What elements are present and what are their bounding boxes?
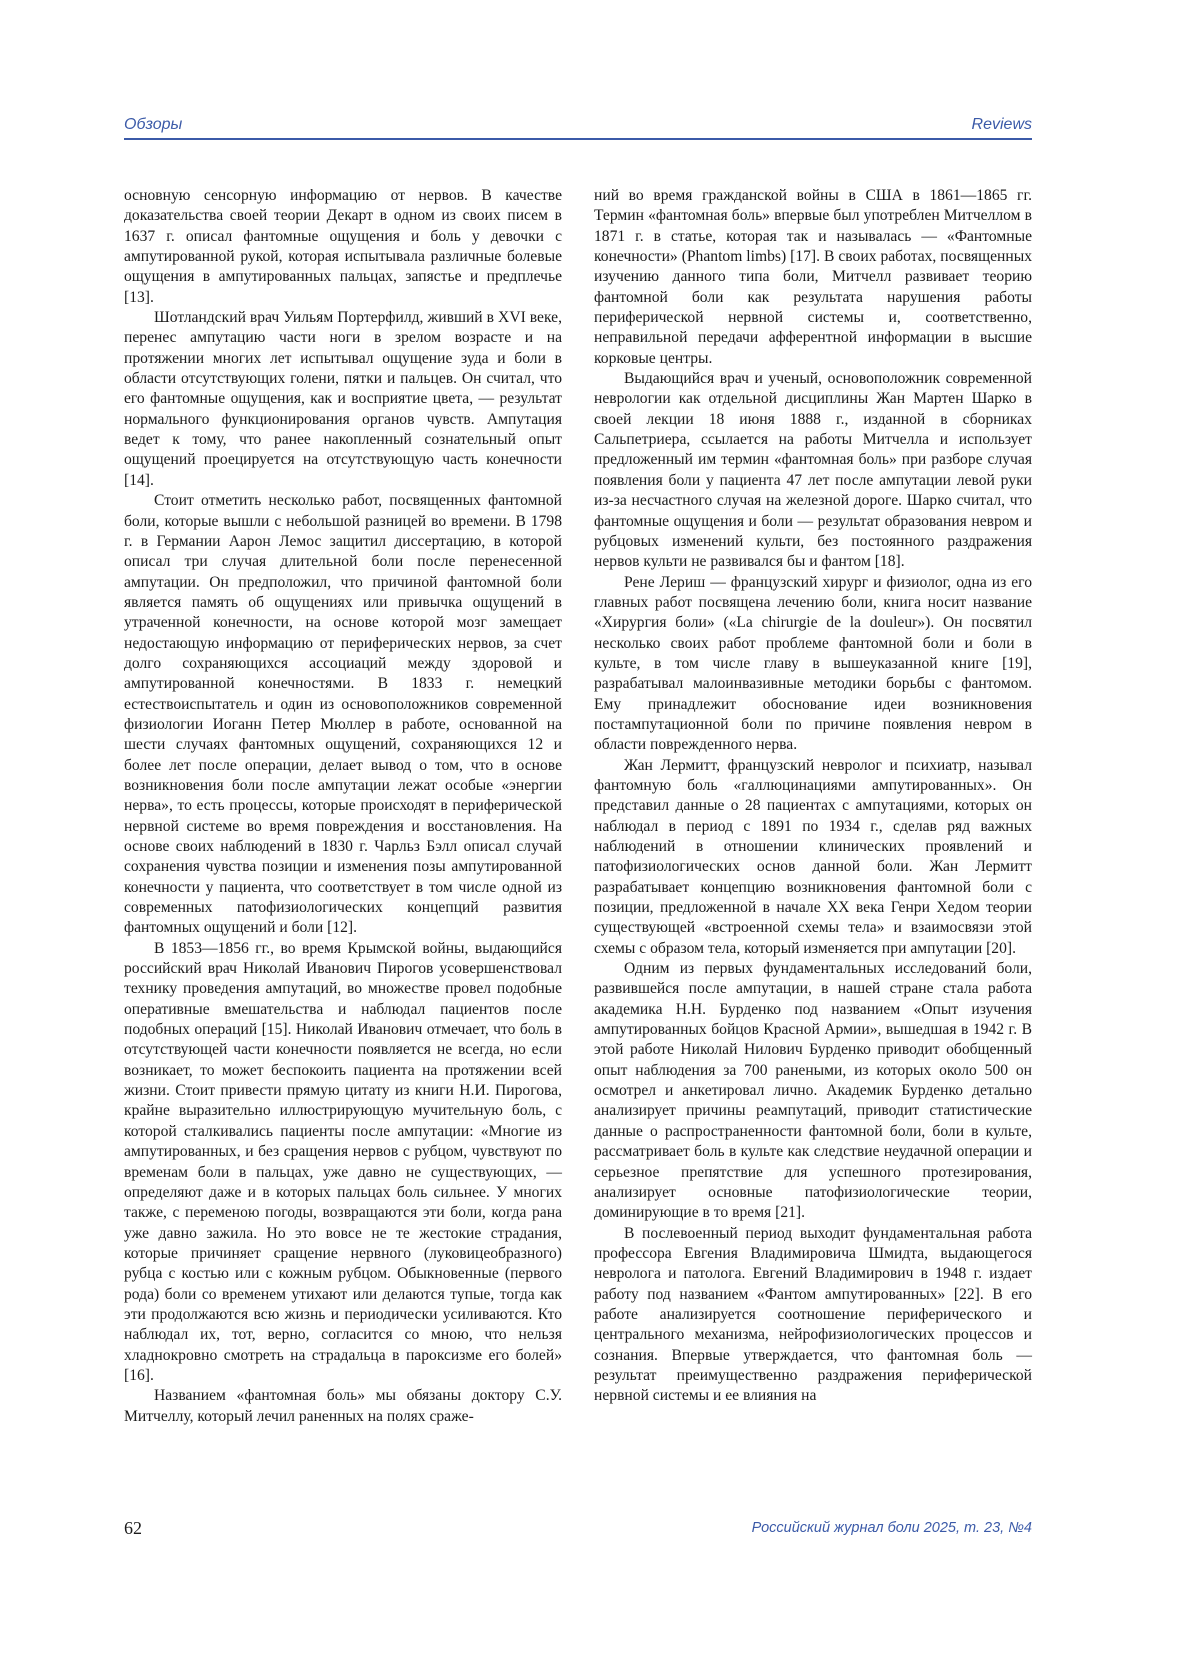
section-label-ru: Обзоры: [124, 116, 183, 133]
paragraph: Названием «фантомная боль» мы обязаны доктору С.У. Митчеллу, который лечил раненных на полях сраже-: [124, 1387, 562, 1425]
paragraph: Шотландский врач Уильям Портерфилд, живший в XVI веке, перенес ампутацию части ноги в зрелом возрасте и на протяжении многих лет испытывал ощущение зуда и боли в области отсутствующих голени, пятки и пальцев. Он считал, что его фантомные ощущения, как и восприятие цвета, — результат нормального функционирования органов чувств. Ампутация ведет к тому, что ранее накопленный сознательный опыт ощущений проецируется на отсутствующую часть конечности [14].: [124, 309, 562, 489]
paragraph: Стоит отметить несколько работ, посвященных фантомной боли, которые вышли с небольшой разницей во времени. В 1798 г. в Германии Аарон Лемос защитил диссертацию, в которой описал три случая длительной боли после перенесенной ампутации. Он предположил, что причиной фантомной боли является память об ощущениях или привычка ощущений в утраченной конечности, на основе которой мозг замещает недостающую информацию от периферических нервов, за счет долго сохраняющихся ассоциаций между здоровой и ампутированной конечностями. В 1833 г. немецкий естествоиспытатель и один из основоположников современной физиологии Иоганн Петер Мюллер в работе, основанной на шести случаях фантомных ощущений, сохраняющихся 12 и более лет после операции, делает вывод о том, что в основе возникновения боли после ампутации лежат особые «энергии нерва», то есть процессы, которые происходят в периферической нервной системе во время повреждения и восстановления. На основе своих наблюдений в 1830 г. Чарльз Бэлл описал случай сохранения чувства позиции и изменения позы ампутированной конечности у пациента, что соответствует в том числе одной из современных патофизиологических концепций развития фантомных ощущений и боли [12].: [124, 492, 562, 937]
paragraph: Рене Лериш — французский хирург и физиолог, одна из его главных работ посвящена лечению боли, книга носит название «Хирургия боли» («La chirurgie de la douleur»). Он посвятил несколько своих работ проблеме фантомной боли и боли в культе, в том числе главу в вышеуказанной книге [19], разрабатывал малоинвазивные методики борьбы с фантомом. Ему принадлежит обоснование идеи возникновения постампутационной боли по причине появления невром в области поврежденного нерва.: [594, 573, 1032, 754]
paragraph: Жан Лермитт, французский невролог и психиатр, называл фантомную боль «галлюцинациями ампутированных». Он представил данные о 28 пациентах с ампутациями, которых он наблюдал в период с 1891 по 1934 г., сделав ряд важных наблюдений в отношении клинических проявлений и патофизиологических основ данной боли. Жан Лермитт разрабатывает концепцию возникновения фантомной боли с позиции, предложенной в начале XX века Генри Хедом теории существующей «встроенной схемы тела» и взаимосвязи этой схемы с образом тела, который изменяется при ампутации [20].: [594, 756, 1032, 957]
header-divider: [124, 138, 1032, 140]
paragraph: В послевоенный период выходит фундаментальная работа профессора Евгения Владимировича Шмидта, выдающегося невролога и патолога. Евгений Владимирович в 1948 г. издает работу под названием «Фантом ампутированных» [22]. В его работе анализируется соотношение периферического и центрального механизма, нейрофизиологических процессов и сознания. Впервые утверждается, что фантомная боль — результат преимущественно раздражения периферической нервной системы и ее влияния на: [594, 1224, 1032, 1405]
left-text-column: [124, 186, 562, 1427]
page-number: 62: [124, 1518, 142, 1538]
paragraph: ний во время гражданской войны в США в 1861—1865 гг. Термин «фантомная боль» впервые был употреблен Митчеллом в 1871 г. в статье, которая так и называлась — «Фантомные конечности» (Phantom limbs) [17]. В своих работах, посвященных изучению данного типа боли, Митчелл развивает теорию фантомной боли как результата нарушения работы периферической нервной системы и, соответственно, неправильной передачи афферентной информации в высшие корковые центры.: [594, 187, 1032, 367]
paragraph: В 1853—1856 гг., во время Крымской войны, выдающийся российский врач Николай Иванович Пирогов усовершенствовал технику проведения ампутаций, во множестве провел подобные оперативные вмешательства и наблюдал пациентов после подобных операций [15]. Николай Иванович отмечает, что боль в отсутствующей части конечности появляется не всегда, но если возникает, то может беспокоить пациента на протяжении всей жизни. Стоит привести прямую цитату из книги Н.И. Пирогова, крайне выразительно иллюстрирующую мучительную боль, с которой сталкивались пациенты после ампутации: «Многие из ампутированных, и без сращения нервов с рубцом, чувствуют по временам боли в пальцах, уже давно не существующих, — определяют даже и в которых пальцах боль сильнее. У многих также, с переменою погоды, возвращаются эти боли, когда рана уже давно зажила. Но это вовсе не те жестокие страдания, которые причиняет сращение нервного (луковицеобразного) рубца с костью или с кожным рубцом. Обыкновенные (первого рода) боли со временем утихают или делаются тупые, тогда как эти продолжаются всю жизнь и периодически усиливаются. Кто наблюдал их, тот, верно, согласится со мною, что нельзя хладнокровно смотреть на страдальца в пароксизме его болей» [16].: [124, 939, 562, 1384]
section-label-en: Reviews: [971, 116, 1032, 133]
right-text-column: [594, 186, 1032, 1407]
paragraph: Одним из первых фундаментальных исследований боли, развившейся после ампутации, в нашей стране стала работа академика Н.Н. Бурденко под названием «Опыт изучения ампутированных бойцов Красной Армии», вышедшая в 1942 г. В этой работе Николай Нилович Бурденко приводит обобщенный опыт наблюдения за 700 ранеными, из которых около 500 он осмотрел и анкетировал лично. Академик Бурденко детально анализирует причины реампутаций, приводит статистические данные о распространенности фантомной боли, боли в культе, рассматривает боль в культе как следствие неудачной операции и серьезное препятствие для успешного протезирования, анализирует основные патофизиологические теории, доминирующие в то время [21].: [594, 960, 1032, 1222]
paragraph: основную сенсорную информацию от нервов. В качестве доказательства своей теории Декарт в одном из своих писем в 1637 г. описал фантомные ощущения и боль у девочки с ампутированной рукой, которая испытывала различные болевые ощущения в ампутированных пальцах, запястье и предплечье [13].: [124, 187, 562, 306]
journal-citation: Российский журнал боли 2025, т. 23, №4: [751, 1520, 1032, 1536]
paragraph: Выдающийся врач и ученый, основоположник современной неврологии как отдельной дисциплины Жан Мартен Шарко в своей лекции 18 июня 1888 г., изданной в сборниках Сальпетриера, ссылается на работы Митчелла и использует предложенный им термин «фантомная боль» при разборе случая появления боли у пациента 47 лет после ампутации левой руки из-за несчастного случая на железной дороге. Шарко считал, что фантомные ощущения и боли — результат образования невром и рубцовых изменений культи, без постоянного раздражения нервов культи не развивался бы и фантом [18].: [594, 370, 1032, 571]
